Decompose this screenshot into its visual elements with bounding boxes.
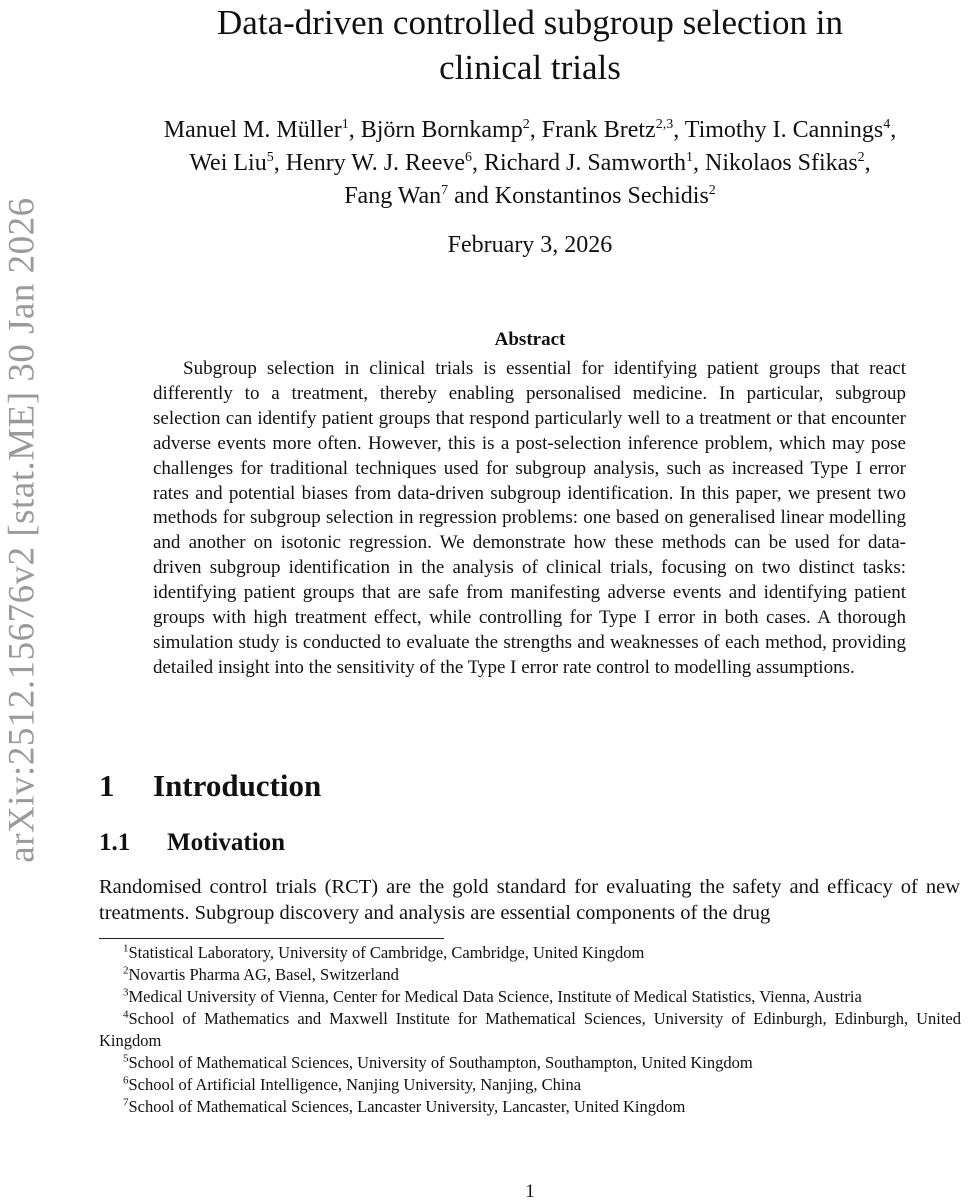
author-affiliation: 2: [522, 117, 530, 132]
author-affiliation: 4: [883, 117, 891, 132]
footnote-text: School of Mathematics and Maxwell Institute for Mathematical Sciences, University of Edinburgh, Edinburgh, United Kingdom: [99, 1009, 961, 1050]
footnote: [99, 1074, 961, 1096]
footnote-mark: 2: [123, 964, 129, 977]
author-name: Nikolaos Sfikas: [705, 150, 858, 176]
subsection-title: Motivation: [167, 829, 286, 856]
footnote: [99, 986, 961, 1008]
footnote-mark: 6: [123, 1074, 129, 1087]
abstract-body: Subgroup selection in clinical trials is essential for identifying patient groups that react differently to a treatment, thereby enabling personalised medicine. In particular, subgroup selection can identify patient groups that respond particularly well to a treatment or that encounter adverse events more often. However, this is a post-selection inference problem, which may pose challenges for traditional techniques used for subgroup analysis, such as increased Type I error rates and potential biases from data-driven subgroup identification. In this paper, we present two methods for subgroup selection in regression problems: one based on generalised linear modelling and another on isotonic regression. We demonstrate how these methods can be used for data-driven subgroup identification in the analysis of clinical trials, focusing on two distinct tasks: identifying patient groups that are safe from manifesting adverse events and identifying patient groups with high treatment effect, while controlling for Type I error in both cases. A thorough simulation study is conducted to evaluate the strengths and weaknesses of each method, providing detailed insight into the sensitivity of the Type I error rate control to modelling assumptions.: [153, 358, 906, 678]
author-line-2: Wei Liu$^5$, Henry W. J. Reeve$^6$, Richard J. Samworth$^1$, Nikolaos Sfikas$^2$,: [189, 150, 871, 176]
arxiv-sidebar-stamp: [1, 197, 43, 863]
arxiv-id[interactable]: arXiv:2512.15676v2 [stat.ME] 30 Jan 2026: [1, 197, 43, 863]
page-number: 1: [525, 1181, 535, 1202]
publication-date: February 3, 2026: [447, 232, 613, 258]
footnote-text: Statistical Laboratory, University of Cambridge, Cambridge, United Kingdom: [128, 943, 645, 962]
footnote-mark: 7: [123, 1096, 129, 1109]
title-line-1: Data-driven controlled subgroup selection in: [217, 3, 843, 42]
footnote-text: Novartis Pharma AG, Basel, Switzerland: [128, 965, 399, 984]
footnote: [99, 1052, 961, 1074]
footnote-text: Medical University of Vienna, Center for Medical Data Science, Institute of Medical Statistics, Vienna, Austria: [128, 987, 862, 1006]
author-name: Henry W. J. Reeve: [285, 150, 466, 176]
title-line-2: clinical trials: [439, 48, 621, 87]
author-affiliation: 5: [266, 150, 274, 165]
footnote-text: School of Mathematical Sciences, University of Southampton, Southampton, United Kingdom: [128, 1053, 753, 1072]
section-heading: [99, 768, 321, 804]
footnote-text: School of Artificial Intelligence, Nanjing University, Nanjing, China: [128, 1075, 582, 1094]
author-line-3: Fang Wan$^7$ and Konstantinos Sechidis$^2$: [344, 183, 716, 209]
author-name: Manuel M. Müller: [163, 117, 342, 143]
author-name: Björn Bornkamp: [360, 117, 523, 143]
intro-paragraph: Randomised control trials (RCT) are the gold standard for evaluating the safety and efficacy of new treatments. Subgroup discovery and analysis are essential components of the drug: [99, 876, 960, 924]
author-name: Richard J. Samworth: [484, 150, 686, 176]
footnote-mark: 4: [123, 1008, 129, 1021]
footnote: [99, 1008, 961, 1052]
author-affiliation: 6: [465, 150, 473, 165]
author-affiliation: 2,3: [655, 117, 674, 132]
author-list: [90, 114, 969, 213]
author-line-1: Manuel M. Müller$^1$, Björn Bornkamp$^2$, Frank Bretz$^{2,3}$, Timothy I. Cannings$^4$,: [163, 117, 897, 143]
footnote-mark: 3: [123, 986, 129, 999]
abstract-heading: Abstract: [494, 329, 566, 350]
subsection-number: 1.1: [99, 829, 131, 856]
section-title: Introduction: [153, 768, 322, 803]
author-name: Wei Liu: [189, 150, 267, 176]
author-affiliation: 2: [857, 150, 865, 165]
author-name: Frank Bretz: [541, 117, 656, 143]
footnotes: [99, 942, 961, 1118]
author-affiliation: 1: [686, 150, 693, 165]
paper-title: [150, 0, 910, 90]
footnote-text: School of Mathematical Sciences, Lancaster University, Lancaster, United Kingdom: [128, 1097, 686, 1116]
author-affiliation: 7: [441, 183, 449, 198]
subsection-heading: [99, 829, 285, 857]
footnote-mark: 5: [123, 1052, 129, 1065]
author-name: Fang Wan: [344, 183, 442, 209]
author-name: Timothy I. Cannings: [684, 117, 884, 143]
author-affiliation: 2: [708, 183, 716, 198]
footnote-rule: [99, 938, 444, 939]
footnote: [99, 942, 961, 964]
section-number: 1: [99, 768, 115, 803]
footnote: [99, 1096, 961, 1118]
footnote: [99, 964, 961, 986]
author-affiliation: 1: [341, 117, 349, 132]
author-name: Konstantinos Sechidis: [494, 183, 709, 209]
footnote-mark: 1: [123, 942, 129, 955]
